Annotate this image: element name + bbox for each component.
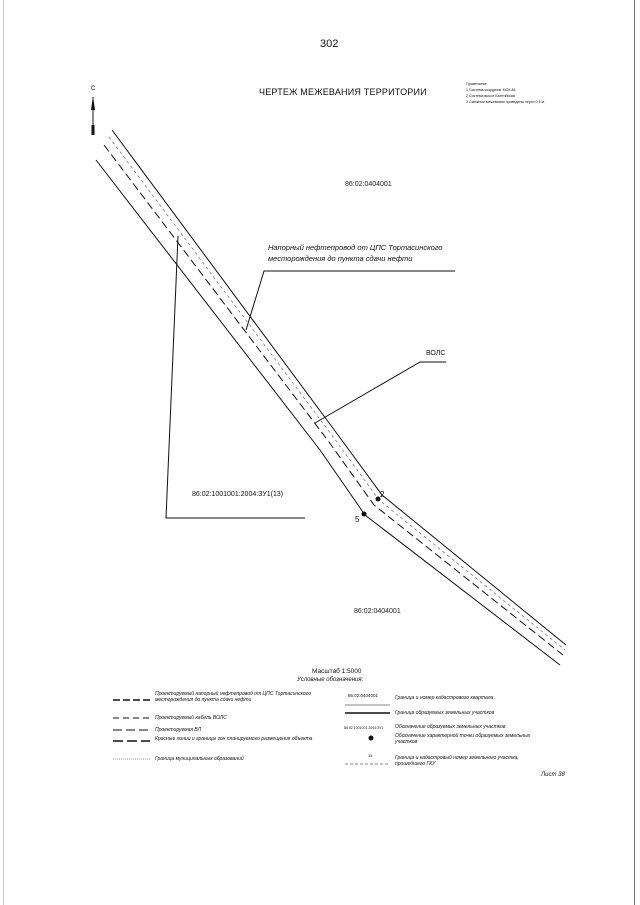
point-5-marker xyxy=(362,512,367,517)
pipeline-leader xyxy=(246,271,455,330)
point-2-label: 2 xyxy=(380,490,385,499)
legend-sample-label: 86:02:0404001 xyxy=(348,693,379,698)
point-5-label: 5 xyxy=(355,515,360,524)
legend-item-registered-parcel: Граница и кадастровый номер земельного участка, прошедшего ГКУ xyxy=(395,755,519,767)
legend-item-red-lines: Красные линии и границы зон планируемого размещения объекта xyxy=(155,736,313,742)
north-arrow-icon xyxy=(91,96,95,135)
corridor-boundary-lower xyxy=(96,160,560,665)
legend-item-quarter-border: Граница и номер кадастрового квартала xyxy=(395,695,494,701)
notes-block xyxy=(466,81,545,105)
legend-item-parcel-designation: Обозначение образуемых земельных участков xyxy=(395,724,506,730)
scale-label: Масштаб 1:5000 xyxy=(312,668,362,675)
vols-label: ВОЛС xyxy=(426,350,446,357)
legend-item-vols: Проектируемый кабель ВОЛС xyxy=(155,715,227,721)
vols-leader xyxy=(315,362,446,423)
pipeline-label xyxy=(268,242,458,264)
legend-item-municipal-border: Граница муниципальных образований xyxy=(155,756,244,762)
compass-label: С xyxy=(91,86,96,92)
corridor-boundary-upper xyxy=(112,130,566,645)
pipeline-label-text: Напорный нефтепровод от ЦПС Тортасинского месторождения до пункта сдачи нефти xyxy=(268,243,443,263)
notes-heading: Примечание xyxy=(466,82,487,86)
page-number: 302 xyxy=(320,38,339,50)
parcel-label: 86:02:1001001:2004:ЗУ1(13) xyxy=(192,491,284,498)
notes-line: 2 Система высот Балтийская xyxy=(466,94,515,98)
vols-cable-line xyxy=(109,137,565,650)
legend-item-pipeline: Проектируемый напорный нефтепровод от ЦПС Тортасинского месторождения до пункта сдачи нефти xyxy=(155,691,311,703)
notes-line: 3 Смежные межевания приведены через 0,5 м. xyxy=(466,100,545,104)
legend-sample-label: 86:02:1001001:2004:ЗУ1 xyxy=(344,726,384,730)
legend-sample-label: 15 xyxy=(368,753,373,758)
cadastral-quarter-label: 86:02:0404001 xyxy=(345,181,392,188)
notes-line: 1 Система координат МСК-86 xyxy=(466,88,516,92)
pipeline-centerline xyxy=(104,145,563,655)
legend-item-vl: Проектируемая ВЛ xyxy=(155,727,202,733)
page-title: ЧЕРТЕЖ МЕЖЕВАНИЯ ТЕРРИТОРИИ xyxy=(259,87,427,97)
legend-samples-left xyxy=(113,700,150,759)
legend-title: Условные обозначения: xyxy=(297,677,364,683)
legend-item-characteristic-point: Обозначение характерной точки образуемых земельных участков xyxy=(395,733,531,745)
sheet-number: Лист 38 xyxy=(541,772,565,778)
legend-item-parcel-border: Граница образуемых земельных участков xyxy=(395,710,495,716)
cadastral-quarter-label: 86:02:0404001 xyxy=(354,608,401,615)
